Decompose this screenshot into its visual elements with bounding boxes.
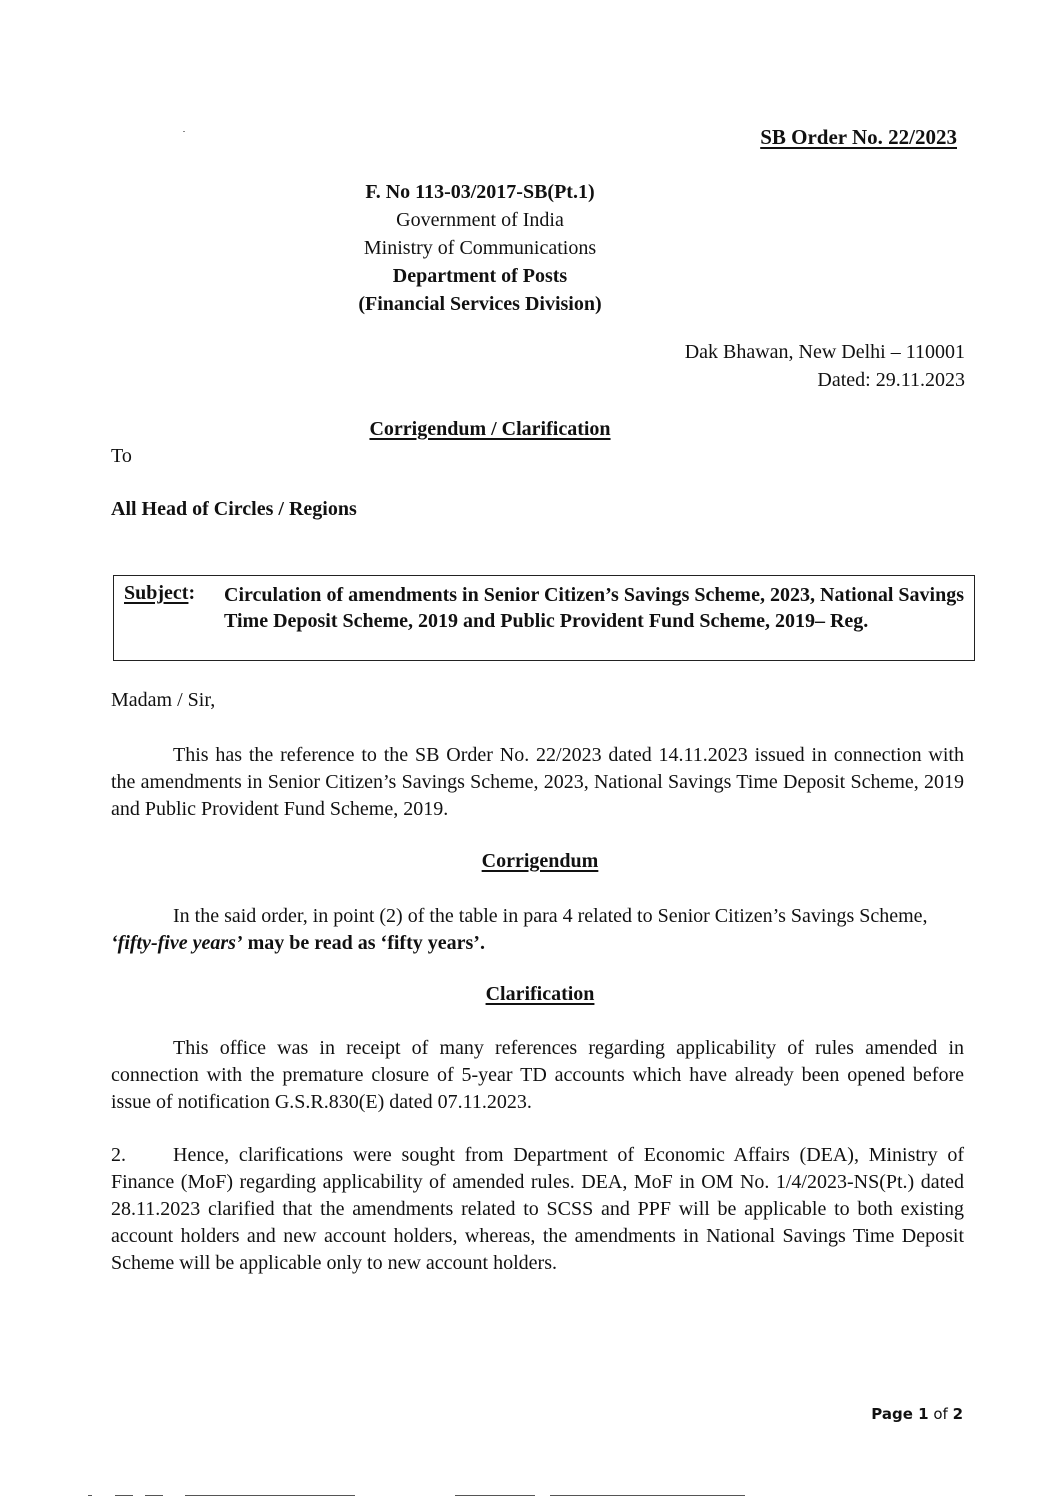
clarification-heading: Clarification: [485, 983, 595, 1005]
corrected-phrase-old: ‘fifty-five years’: [111, 932, 243, 954]
letterhead: [330, 178, 630, 318]
subject-box: [113, 575, 975, 661]
clarification-paragraph-1: This office was in receipt of many references regarding applicability of rules amended in connection with the premature closure of 5-year TD accounts which have already been opened before issue of notification G.S.R.830(E) dated 07.11.2023.: [111, 1037, 964, 1113]
subject-label: Subject:: [124, 582, 196, 604]
paragraph-number: 2.: [111, 1144, 126, 1166]
government-name: Government of India: [396, 209, 564, 231]
page-number: Page 1 of 2: [871, 1405, 963, 1423]
clarification-paragraph-2: 2. Hence, clarifications were sought from Department of Economic Affairs (DEA), Ministry of Finance (MoF) regarding applicability of amended rules. DEA, MoF in OM No. 1/4/2023-NS(Pt.) dated 28.11.2023 clarified that the amendments related to SCSS and PPF will be applicable to both existing account holders and new account holders, whereas, the amendments in National Savings Time Deposit Scheme will be applicable only to new account holders.: [111, 1144, 964, 1274]
file-number: F. No 113-03/2017-SB(Pt.1): [365, 181, 595, 203]
to-label: To: [111, 445, 132, 467]
division-name: (Financial Services Division): [358, 293, 602, 315]
scan-artifact: [185, 1495, 355, 1496]
corrigendum-paragraph: In the said order, in point (2) of the table in para 4 related to Senior Citizen’s Savings Scheme, ‘fifty-five years’ may be read as ‘fifty years’.: [111, 905, 928, 954]
reference-paragraph: This has the reference to the SB Order No. 22/2023 dated 14.11.2023 issued in connection with the amendments in Senior Citizen’s Savings Scheme, 2023, National Savings Time Deposit Scheme, 2019 and Public Provident Fund Scheme, 2019.: [111, 744, 964, 820]
scan-artifact: [115, 1495, 133, 1496]
office-address: Dak Bhawan, New Delhi – 110001: [684, 341, 965, 363]
scan-artifact: [455, 1495, 535, 1496]
corrected-phrase-new: may be read as ‘fifty years’.: [242, 932, 485, 954]
recipient: All Head of Circles / Regions: [111, 498, 357, 520]
department-name: Department of Posts: [392, 265, 568, 287]
document-date: Dated: 29.11.2023: [817, 369, 965, 391]
corrigendum-heading: Corrigendum: [481, 850, 599, 872]
scan-artifact: [550, 1495, 745, 1496]
order-number: SB Order No. 22/2023: [760, 125, 957, 149]
address-block: [560, 338, 965, 394]
salutation: Madam / Sir,: [111, 689, 216, 711]
subject-text: Circulation of amendments in Senior Citizen’s Savings Scheme, 2023, National Savings Time Deposit Scheme, 2019 and Public Provident Fund Scheme, 2019– Reg.: [224, 584, 964, 632]
ministry-name: Ministry of Communications: [363, 237, 597, 259]
scan-artifact: [88, 1495, 92, 1496]
scan-artifact: [183, 131, 185, 132]
scan-artifact: [145, 1495, 163, 1496]
document-title: Corrigendum / Clarification: [369, 418, 611, 440]
